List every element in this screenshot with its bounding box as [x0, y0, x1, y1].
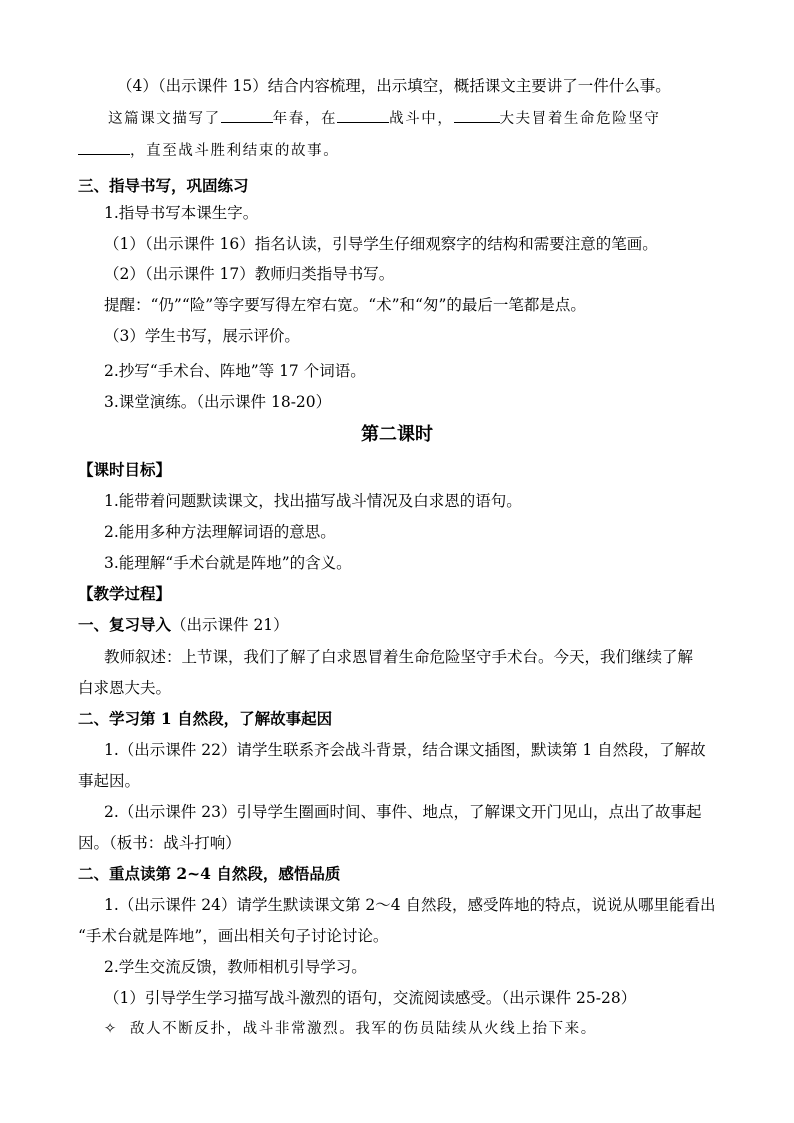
paragraph-line: 教师叙述：上节课，我们了解了白求恩冒着生命危险坚守手术台。今天，我们继续了解 [104, 648, 694, 666]
paragraph-line: （1）引导学生学习描写战斗激烈的语句，交流阅读感受。（出示课件 25-28） [104, 989, 637, 1007]
paragraph-line: （1）（出示课件 16）指名认读，引导学生仔细观察字的结构和需要注意的笔画。 [104, 235, 658, 253]
paragraph-line: （2）（出示课件 17）教师归类指导书写。 [104, 265, 395, 283]
section-heading: 二、学习第 1 自然段，了解故事起因 [78, 709, 333, 728]
paragraph-line: （3）学生书写，展示评价。 [104, 327, 300, 345]
paragraph-line: 3.课堂演练。（出示课件 18-20） [104, 393, 332, 411]
goal-item: 3.能理解“手术台就是阵地”的含义。 [104, 554, 352, 572]
paragraph-line: 提醒：“仍”“险”等字要写得左窄右宽。“术”和“匆”的最后一笔都是点。 [104, 296, 586, 314]
paragraph-line: （4）（出示课件 15）结合内容梳理，出示填空，概括课文主要讲了一件什么事。 [117, 77, 671, 95]
blank [337, 108, 389, 123]
paragraph-line: 1.指导书写本课生字。 [104, 204, 259, 222]
paragraph-line: 1.（出示课件 24）请学生默读课文第 2～4 自然段，感受阵地的特点，说说从哪里能看出 [104, 896, 716, 914]
fill-in-sentence-continued: ，直至战斗胜利结束的故事。 [78, 140, 339, 161]
paragraph-line: 事起因。 [78, 772, 141, 790]
goal-item: 2.能用多种方法理解词语的意思。 [104, 523, 336, 541]
paragraph-line: 因。（板书：战斗打响） [78, 834, 241, 852]
section-heading: 一、复习导入（出示课件 21） [78, 615, 289, 634]
goal-item: 1.能带着问题默读课文，找出描写战斗情况及白求恩的语句。 [104, 492, 522, 510]
paragraph-line: 2.（出示课件 23）引导学生圈画时间、事件、地点，了解课文开门见山，点出了故事起 [104, 803, 702, 821]
section-heading: 三、指导书写，巩固练习 [78, 176, 249, 195]
paragraph-line: 白求恩大夫。 [78, 679, 172, 697]
section-heading: 二、重点读第 2~4 自然段，感悟品质 [78, 864, 341, 883]
fill-in-sentence: 这篇课文描写了 年春，在 战斗中， 大夫冒着生命危险坚守 [108, 108, 661, 129]
process-heading: 【教学过程】 [78, 584, 172, 603]
blank [78, 140, 130, 155]
paragraph-line: 1.（出示课件 22）请学生联系齐会战斗背景，结合课文插图，默读第 1 自然段，了解故 [104, 741, 706, 759]
paragraph-line: “手术台就是阵地”，画出相关句子讨论讨论。 [78, 927, 389, 945]
paragraph-line: 2.抄写“手术台、阵地”等 17 个词语。 [104, 362, 366, 380]
quoted-sentence: ✧ 敌人不断反扑，战斗非常激烈。我军的伤员陆续从火线上抬下来。 [104, 1021, 597, 1037]
goal-heading: 【课时目标】 [78, 460, 172, 479]
paragraph-line: 2.学生交流反馈，教师相机引导学习。 [104, 958, 367, 976]
blank [454, 108, 500, 123]
blank [221, 108, 273, 123]
section-title: 第二课时 [361, 424, 433, 445]
diamond-bullet-icon: ✧ [104, 1021, 118, 1037]
